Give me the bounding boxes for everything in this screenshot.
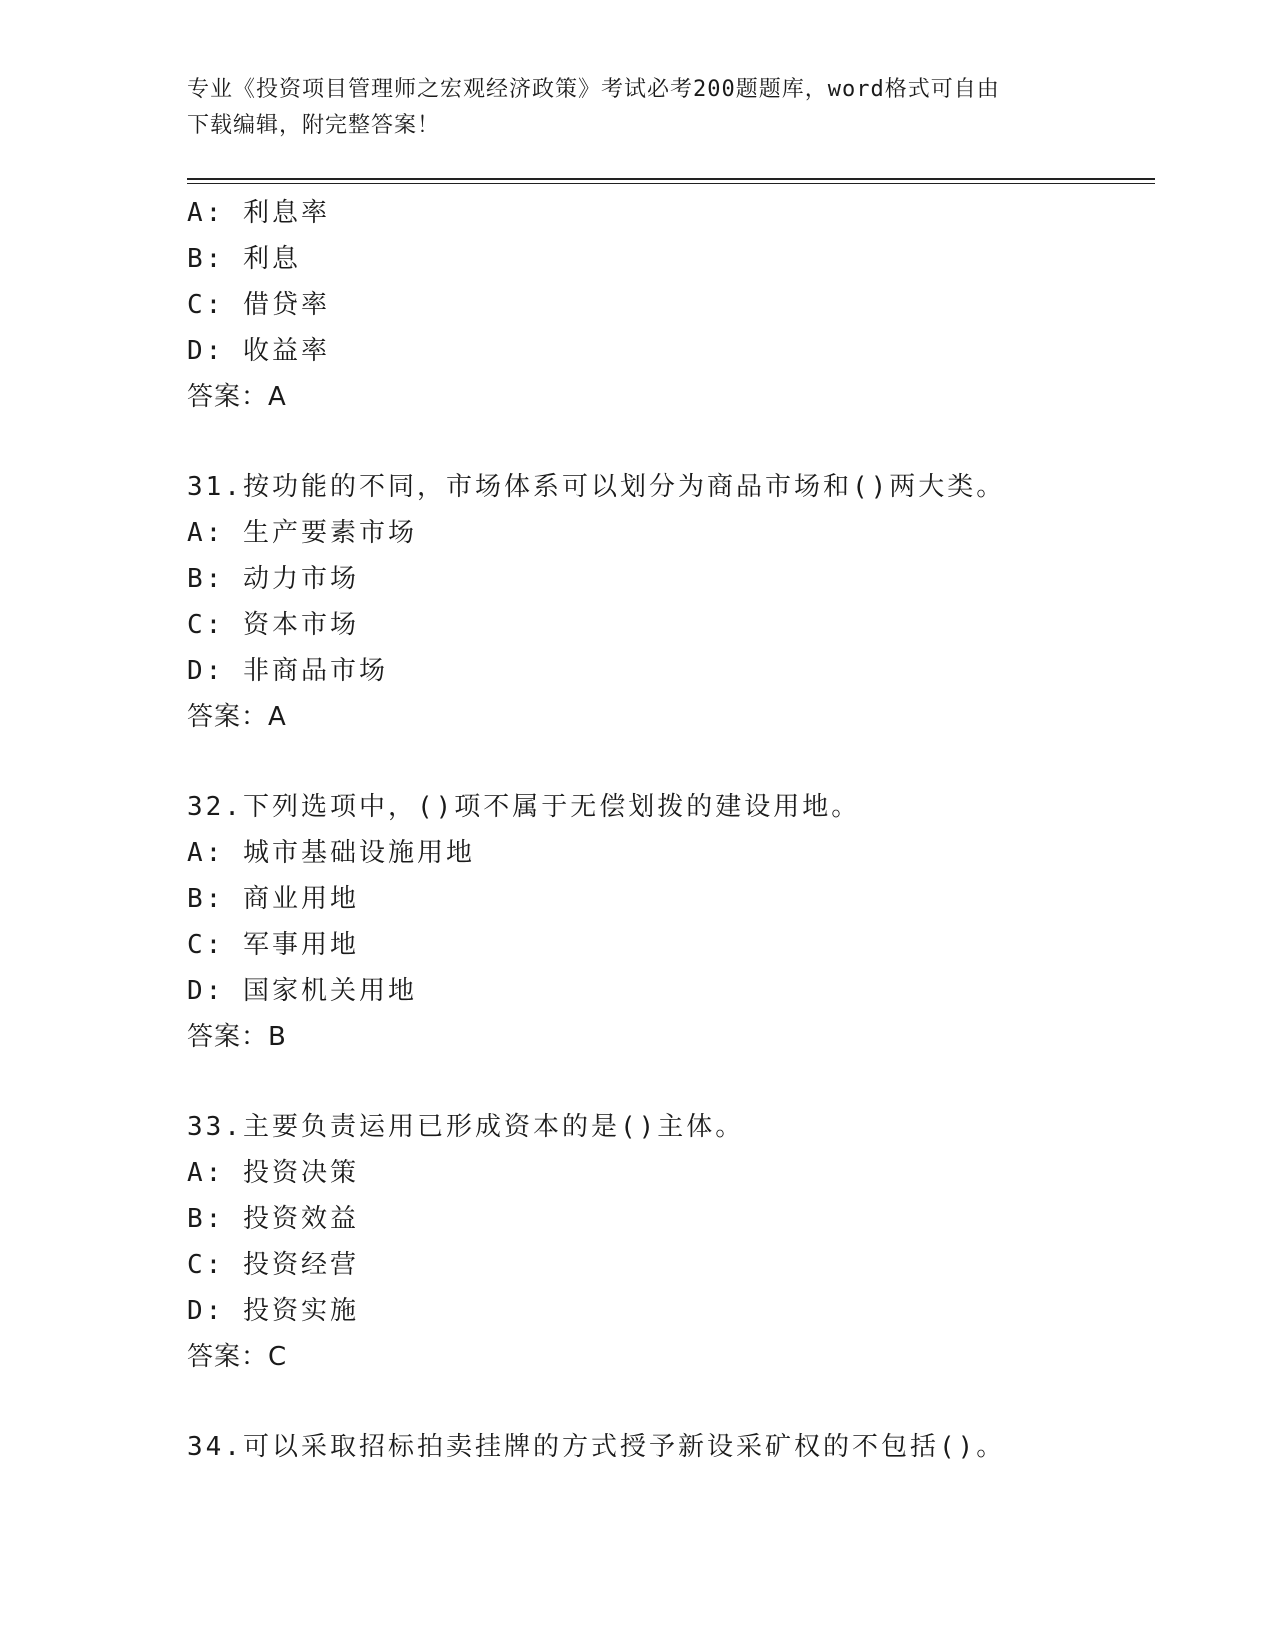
question-block-33 — [187, 1104, 1155, 1380]
document-header — [187, 72, 1087, 144]
option-c: C: 借贷率 — [187, 290, 330, 320]
option-b: B: 投资效益 — [187, 1204, 359, 1234]
option-a: A: 利息率 — [187, 198, 330, 228]
option-a: A: 城市基础设施用地 — [187, 838, 475, 868]
option-c: C: 投资经营 — [187, 1250, 359, 1280]
question-text: 31.按功能的不同，市场体系可以划分为商品市场和()两大类。 — [187, 472, 1006, 502]
option-b: B: 利息 — [187, 244, 301, 274]
question-text: 34.可以采取招标拍卖挂牌的方式授予新设采矿权的不包括()。 — [187, 1432, 1006, 1462]
question-text: 32.下列选项中，()项不属于无偿划拨的建设用地。 — [187, 792, 861, 822]
header-divider-thick — [187, 178, 1155, 180]
answer-line: 答案：A — [187, 382, 287, 412]
option-c: C: 资本市场 — [187, 610, 359, 640]
answer-line: 答案：B — [187, 1022, 287, 1052]
header-divider-thin — [187, 183, 1155, 184]
question-block-34 — [187, 1424, 1155, 1470]
question-text: 33.主要负责运用已形成资本的是()主体。 — [187, 1112, 745, 1142]
option-d: D: 收益率 — [187, 336, 330, 366]
option-b: B: 动力市场 — [187, 564, 359, 594]
option-b: B: 商业用地 — [187, 884, 359, 914]
option-c: C: 军事用地 — [187, 930, 359, 960]
option-a: A: 生产要素市场 — [187, 518, 417, 548]
question-list — [187, 190, 1155, 1470]
answer-line: 答案：C — [187, 1342, 288, 1372]
option-d: D: 国家机关用地 — [187, 976, 417, 1006]
header-title-line-2: 下载编辑，附完整答案！ — [187, 113, 441, 138]
header-title-line-1: 专业《投资项目管理师之宏观经济政策》考试必考200题题库，word格式可自由 — [187, 77, 1000, 102]
question-block-31 — [187, 464, 1155, 740]
option-d: D: 投资实施 — [187, 1296, 359, 1326]
question-block-32 — [187, 784, 1155, 1060]
option-a: A: 投资决策 — [187, 1158, 359, 1188]
answer-line: 答案：A — [187, 702, 287, 732]
question-block-30 — [187, 190, 1155, 420]
option-d: D: 非商品市场 — [187, 656, 388, 686]
